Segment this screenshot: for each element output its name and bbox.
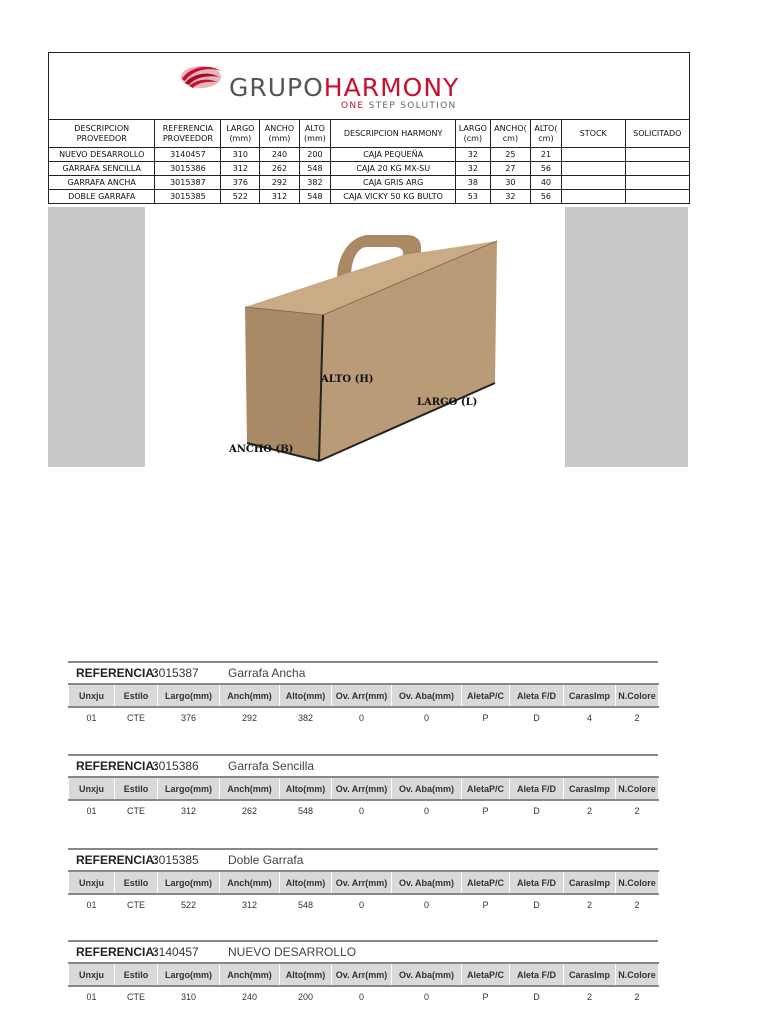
- table-cell: CAJA PEQUEÑA: [331, 148, 456, 162]
- solicitado-cell[interactable]: [625, 162, 689, 176]
- table-cell: 548: [299, 162, 331, 176]
- spec-header-cell: Estilo: [115, 871, 158, 894]
- table-cell: 522: [221, 190, 260, 204]
- stock-cell[interactable]: [561, 190, 625, 204]
- table-cell: NUEVO DESARROLLO: [49, 148, 155, 162]
- reference-label: REFERENCIA:: [76, 666, 159, 680]
- order-table: [49, 120, 689, 203]
- stock-cell[interactable]: [561, 162, 625, 176]
- box-image-panel: [48, 207, 688, 467]
- reference-block: [68, 754, 658, 821]
- logo-wordmark: [229, 73, 459, 102]
- table-cell: 240: [260, 148, 299, 162]
- table-cell: 0: [423, 992, 429, 1002]
- table-cell: 3015386: [155, 162, 221, 176]
- reference-title: [68, 756, 658, 776]
- logo-word-harmony: HARMONY: [323, 73, 460, 102]
- table-cell: D: [533, 806, 540, 816]
- alto-label: ALTO (H): [321, 374, 374, 385]
- table-cell: P: [482, 900, 489, 910]
- spec-header-cell: Alto(mm): [280, 963, 332, 986]
- table-row: [69, 707, 659, 728]
- logo-row: [49, 53, 689, 120]
- order-header-cell: ANCHO (mm): [260, 120, 299, 148]
- table-cell: 262: [260, 162, 299, 176]
- solicitado-cell[interactable]: [625, 176, 689, 190]
- table-cell: 312: [180, 806, 197, 816]
- order-header-cell: ALTO( cm): [530, 120, 561, 148]
- order-header-cell: SOLICITADO: [625, 120, 689, 148]
- spec-header-cell: Unxju: [69, 871, 115, 894]
- order-header-cell: ANCHO( cm): [490, 120, 530, 148]
- spec-header-cell: Alto(mm): [280, 777, 332, 800]
- table-row: [69, 894, 659, 915]
- table-cell: 376: [221, 176, 260, 190]
- table-cell: 200: [297, 992, 314, 1002]
- table-cell: 21: [530, 148, 561, 162]
- table-cell: D: [533, 992, 540, 1002]
- spec-header-row: [69, 777, 659, 800]
- spec-header-cell: Ov. Aba(mm): [392, 871, 462, 894]
- table-cell: 0: [423, 806, 429, 816]
- spec-table: [68, 962, 659, 1007]
- reference-number: 3140457: [152, 945, 199, 959]
- table-cell: CAJA 20 KG MX-SU: [331, 162, 456, 176]
- table-row: [49, 148, 689, 162]
- table-cell: CAJA VICKY 50 KG BULTO: [331, 190, 456, 204]
- spec-header-cell: Alto(mm): [280, 684, 332, 707]
- logo-tag-one: ONE: [341, 101, 365, 111]
- table-cell: P: [482, 713, 489, 723]
- spec-header-cell: Estilo: [115, 963, 158, 986]
- solicitado-cell[interactable]: [625, 148, 689, 162]
- reference-number: 3015385: [152, 853, 199, 867]
- table-cell: 01: [86, 900, 97, 910]
- spec-header-cell: Unxju: [69, 684, 115, 707]
- spec-header-cell: Aleta F/D: [510, 684, 564, 707]
- table-cell: 292: [260, 176, 299, 190]
- spec-table: [68, 683, 659, 728]
- table-cell: 0: [358, 806, 364, 816]
- spec-header-cell: Largo(mm): [158, 963, 220, 986]
- spec-table: [68, 776, 659, 821]
- table-cell: 240: [241, 992, 258, 1002]
- order-sheet: [48, 52, 690, 204]
- table-cell: 548: [297, 900, 314, 910]
- table-cell: CTE: [127, 900, 145, 910]
- reference-number: 3015387: [152, 666, 199, 680]
- spec-header-cell: Largo(mm): [158, 871, 220, 894]
- table-cell: 01: [86, 713, 97, 723]
- table-cell: 548: [297, 806, 314, 816]
- table-cell: 32: [455, 148, 490, 162]
- table-cell: 56: [530, 162, 561, 176]
- table-cell: 0: [423, 900, 429, 910]
- solicitado-cell[interactable]: [625, 190, 689, 204]
- order-header-cell: DESCRIPCION HARMONY: [331, 120, 456, 148]
- reference-title: [68, 850, 658, 870]
- spec-header-cell: AletaP/C: [462, 684, 510, 707]
- spec-header-cell: Ov. Arr(mm): [332, 777, 392, 800]
- spec-header-cell: Aleta F/D: [510, 963, 564, 986]
- reference-label: REFERENCIA:: [76, 759, 159, 773]
- table-cell: 3015385: [155, 190, 221, 204]
- cardboard-box-illustration: [145, 207, 565, 467]
- spec-header-cell: CarasImp: [564, 963, 616, 986]
- table-cell: 312: [260, 190, 299, 204]
- table-cell: D: [533, 900, 540, 910]
- order-header-cell: LARGO (cm): [455, 120, 490, 148]
- table-cell: 01: [86, 806, 97, 816]
- table-cell: CTE: [127, 806, 145, 816]
- order-header-cell: LARGO (mm): [221, 120, 260, 148]
- table-row: [49, 162, 689, 176]
- order-header-cell: DESCRIPCION PROVEEDOR: [49, 120, 155, 148]
- spec-header-cell: Aleta F/D: [510, 777, 564, 800]
- grupo-harmony-logo: [179, 61, 519, 109]
- table-cell: CTE: [127, 713, 145, 723]
- reference-description: Garrafa Sencilla: [228, 759, 315, 773]
- table-cell: 53: [455, 190, 490, 204]
- order-header-cell: REFERENCIA PROVEEDOR: [155, 120, 221, 148]
- ancho-label: ANCHO (B): [229, 444, 294, 455]
- table-row: [69, 800, 659, 821]
- table-cell: P: [482, 992, 489, 1002]
- table-cell: 312: [241, 900, 258, 910]
- spec-header-cell: Unxju: [69, 777, 115, 800]
- spec-header-cell: AletaP/C: [462, 963, 510, 986]
- table-cell: 548: [299, 190, 331, 204]
- reference-label: REFERENCIA:: [76, 853, 159, 867]
- table-cell: 2: [634, 806, 640, 816]
- spec-header-cell: Ov. Aba(mm): [392, 684, 462, 707]
- spec-header-cell: Unxju: [69, 963, 115, 986]
- table-cell: CAJA GRIS ARG: [331, 176, 456, 190]
- reference-block: [68, 940, 658, 1007]
- table-cell: 2: [586, 806, 592, 816]
- spec-header-cell: N.Colore: [616, 777, 659, 800]
- table-cell: 3015387: [155, 176, 221, 190]
- table-cell: 2: [634, 713, 640, 723]
- spec-header-cell: Alto(mm): [280, 871, 332, 894]
- table-cell: 32: [455, 162, 490, 176]
- reference-block: [68, 661, 658, 728]
- spec-header-cell: N.Colore: [616, 963, 659, 986]
- table-cell: 310: [221, 148, 260, 162]
- spec-header-cell: AletaP/C: [462, 871, 510, 894]
- order-header-cell: ALTO (mm): [299, 120, 331, 148]
- spec-header-cell: Ov. Arr(mm): [332, 963, 392, 986]
- box-image: [145, 207, 565, 467]
- table-cell: 0: [423, 713, 429, 723]
- table-cell: 312: [221, 162, 260, 176]
- spec-header-cell: CarasImp: [564, 684, 616, 707]
- stock-cell[interactable]: [561, 148, 625, 162]
- table-cell: 25: [490, 148, 530, 162]
- reference-title: [68, 942, 658, 962]
- order-header-row: [49, 120, 689, 148]
- spec-header-cell: Aleta F/D: [510, 871, 564, 894]
- reference-block: [68, 848, 658, 915]
- table-cell: P: [482, 806, 489, 816]
- table-cell: 0: [358, 992, 364, 1002]
- reference-title: [68, 663, 658, 683]
- table-cell: 3140457: [155, 148, 221, 162]
- table-cell: 2: [634, 992, 640, 1002]
- table-cell: 2: [586, 992, 592, 1002]
- table-cell: GARRAFA SENCILLA: [49, 162, 155, 176]
- spec-header-cell: Ov. Aba(mm): [392, 963, 462, 986]
- reference-number: 3015386: [152, 759, 199, 773]
- table-cell: 382: [297, 713, 314, 723]
- table-cell: 56: [530, 190, 561, 204]
- order-header-cell: STOCK: [561, 120, 625, 148]
- swirl-logo-icon: [179, 61, 225, 93]
- table-cell: 01: [86, 992, 97, 1002]
- spec-header-cell: Estilo: [115, 777, 158, 800]
- spec-header-cell: CarasImp: [564, 871, 616, 894]
- table-cell: 0: [358, 713, 364, 723]
- table-cell: 40: [530, 176, 561, 190]
- spec-header-cell: N.Colore: [616, 684, 659, 707]
- spec-header-row: [69, 871, 659, 894]
- table-cell: DOBLE GARRAFA: [49, 190, 155, 204]
- table-row: [69, 986, 659, 1007]
- spec-header-cell: AletaP/C: [462, 777, 510, 800]
- table-cell: 376: [180, 713, 197, 723]
- spec-header-row: [69, 963, 659, 986]
- spec-header-cell: Anch(mm): [220, 684, 280, 707]
- spec-header-cell: Largo(mm): [158, 777, 220, 800]
- table-cell: GARRAFA ANCHA: [49, 176, 155, 190]
- logo-tagline: [341, 101, 457, 111]
- spec-header-cell: Anch(mm): [220, 871, 280, 894]
- logo-tag-rest: STEP SOLUTION: [364, 101, 457, 111]
- spec-header-cell: Ov. Arr(mm): [332, 871, 392, 894]
- logo-word-grupo: GRUPO: [229, 73, 324, 102]
- table-cell: 262: [241, 806, 258, 816]
- spec-header-cell: Ov. Aba(mm): [392, 777, 462, 800]
- table-row: [49, 176, 689, 190]
- stock-cell[interactable]: [561, 176, 625, 190]
- table-cell: 522: [180, 900, 197, 910]
- table-cell: D: [533, 713, 540, 723]
- spec-header-cell: CarasImp: [564, 777, 616, 800]
- table-cell: 32: [490, 190, 530, 204]
- reference-label: REFERENCIA:: [76, 945, 159, 959]
- largo-label: LARGO (L): [417, 397, 478, 408]
- reference-description: NUEVO DESARROLLO: [228, 945, 357, 959]
- table-cell: 2: [586, 900, 592, 910]
- spec-table: [68, 870, 659, 915]
- spec-header-cell: N.Colore: [616, 871, 659, 894]
- spec-header-row: [69, 684, 659, 707]
- reference-description: Garrafa Ancha: [228, 666, 306, 680]
- table-cell: 27: [490, 162, 530, 176]
- spec-header-cell: Anch(mm): [220, 777, 280, 800]
- reference-description: Doble Garrafa: [228, 853, 304, 867]
- table-cell: 200: [299, 148, 331, 162]
- table-cell: 38: [455, 176, 490, 190]
- spec-header-cell: Anch(mm): [220, 963, 280, 986]
- table-cell: 2: [634, 900, 640, 910]
- table-cell: 310: [180, 992, 197, 1002]
- spec-header-cell: Largo(mm): [158, 684, 220, 707]
- table-cell: 0: [358, 900, 364, 910]
- table-cell: 4: [586, 713, 592, 723]
- table-cell: 292: [241, 713, 258, 723]
- table-cell: 30: [490, 176, 530, 190]
- table-cell: CTE: [127, 992, 145, 1002]
- spec-header-cell: Ov. Arr(mm): [332, 684, 392, 707]
- table-row: [49, 190, 689, 204]
- table-cell: 382: [299, 176, 331, 190]
- spec-header-cell: Estilo: [115, 684, 158, 707]
